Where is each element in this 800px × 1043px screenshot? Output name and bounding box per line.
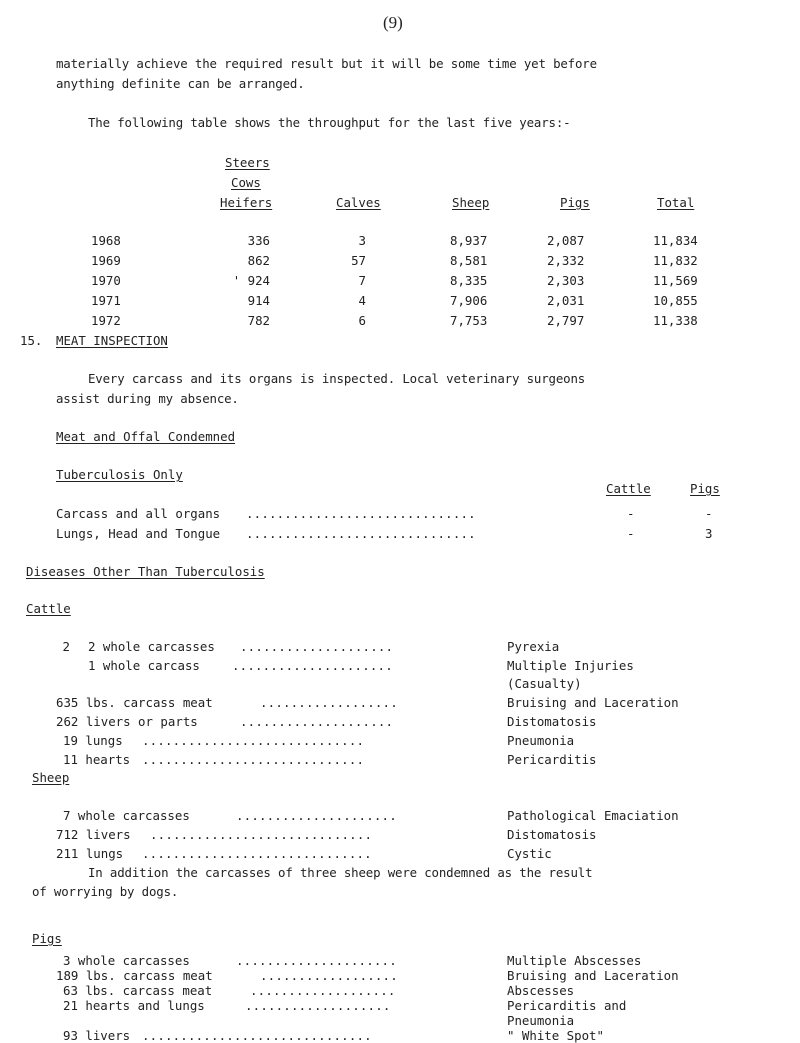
row-calves: 7 [358,273,366,288]
other-diseases-heading: Diseases Other Than Tuberculosis [26,564,265,579]
leader-dots: .............................. [246,526,476,541]
cattle-item: 262 livers or parts [56,714,198,729]
cattle-item: 1 whole carcass [88,658,200,673]
cattle-reason: Pneumonia [507,733,575,748]
leader-dots: ............................. [142,733,365,748]
leader-dots: ............................. [150,827,373,842]
row-year: 1968 [91,233,121,248]
inspection-line-2: assist during my absence. [56,391,239,406]
tb-row-label: Lungs, Head and Tongue [56,526,221,541]
leader-dots: .............................. [142,1028,372,1043]
row-total: 11,338 [653,313,698,328]
pigs-reason: Pericarditis and [507,998,627,1013]
leader-dots: ..................... [236,808,397,823]
cattle-item: 635 lbs. carcass meat [56,695,213,710]
row-cattle: 862 [247,253,270,268]
row-total: 11,834 [653,233,698,248]
pigs-item: 3 whole carcasses [63,953,190,968]
sheep-heading: Sheep [32,770,70,785]
row-sheep: 8,335 [450,273,488,288]
cattle-item: 19 lungs [63,733,123,748]
row-year: 1970 [91,273,121,288]
row-calves: 6 [358,313,366,328]
section-title: MEAT INSPECTION [56,333,168,348]
sheep-item: 211 lungs [56,846,124,861]
pigs-reason: Bruising and Laceration [507,968,679,983]
tb-row-cattle: - [627,526,635,541]
cattle-item: 11 hearts [63,752,131,767]
header-heifers: Heifers [220,195,273,210]
tb-row-pigs: 3 [705,526,713,541]
page-number: (9) [383,13,403,32]
sheep-reason: Distomatosis [507,827,597,842]
row-sheep: 7,906 [450,293,488,308]
pigs-item: 21 hearts and lungs [63,998,205,1013]
leader-dots: ................... [245,998,391,1013]
sheep-note-line-2: of worrying by dogs. [32,884,179,899]
pigs-item: 93 livers [63,1028,131,1043]
pigs-reason: Multiple Abscesses [507,953,642,968]
cattle-reason: Distomatosis [507,714,597,729]
row-cattle: 914 [247,293,270,308]
leader-dots: .............................. [246,506,476,521]
row-sheep: 8,937 [450,233,488,248]
row-total: 11,832 [653,253,698,268]
row-pigs: 2,087 [547,233,585,248]
row-calves: 3 [358,233,366,248]
row-cattle: ' 924 [232,273,270,288]
leader-dots: .................. [260,968,398,983]
pigs-heading: Pigs [32,931,62,946]
row-cattle: 782 [247,313,270,328]
leader-dots: ..................... [236,953,397,968]
tb-row-cattle: - [627,506,635,521]
tb-row-label: Carcass and all organs [56,506,221,521]
cattle-reason: Bruising and Laceration [507,695,679,710]
row-sheep: 8,581 [450,253,488,268]
header-pigs: Pigs [560,195,590,210]
row-cattle: 336 [247,233,270,248]
cattle-reason: Multiple Injuries [507,658,634,673]
row-calves: 4 [358,293,366,308]
intro-line-2: anything definite can be arranged. [56,76,305,91]
tb-row-pigs: - [705,506,713,521]
leader-dots: ................... [250,983,396,998]
header-steers: Steers [225,155,270,170]
pigs-item: 189 lbs. carcass meat [56,968,213,983]
leader-dots: ..................... [232,658,393,673]
table-intro: The following table shows the throughput for the last five years:- [88,115,571,130]
row-year: 1969 [91,253,121,268]
leader-dots: ............................. [142,752,365,767]
row-pigs: 2,031 [547,293,585,308]
row-pigs: 2,797 [547,313,585,328]
row-sheep: 7,753 [450,313,488,328]
tb-col-cattle: Cattle [606,481,651,496]
row-year: 1971 [91,293,121,308]
leader-dots: .................... [240,714,394,729]
sheep-reason: Cystic [507,846,552,861]
sheep-item: 7 whole carcasses [63,808,190,823]
row-pigs: 2,332 [547,253,585,268]
cattle-reason: Pericarditis [507,752,597,767]
meat-offal-heading: Meat and Offal Condemned [56,429,236,444]
pigs-item: 63 lbs. carcass meat [63,983,213,998]
cattle-heading: Cattle [26,601,71,616]
leader-dots: .............................. [142,846,372,861]
tb-heading: Tuberculosis Only [56,467,183,482]
row-calves: 57 [351,253,366,268]
section-number: 15. [20,333,43,348]
header-calves: Calves [336,195,381,210]
header-sheep: Sheep [452,195,490,210]
leader-dots: .................... [240,639,394,654]
pigs-reason: Pneumonia [507,1013,575,1028]
inspection-line-1: Every carcass and its organs is inspected. Local veterinary surgeons [88,371,586,386]
row-total: 11,569 [653,273,698,288]
pigs-reason: Abscesses [507,983,575,998]
intro-line-1: materially achieve the required result but it will be some time yet before [56,56,597,71]
sheep-reason: Pathological Emaciation [507,808,679,823]
sheep-item: 712 livers [56,827,131,842]
cattle-item: 2 whole carcasses [88,639,215,654]
row-year: 1972 [91,313,121,328]
pigs-reason: " White Spot" [507,1028,604,1043]
sheep-note-line-1: In addition the carcasses of three sheep were condemned as the result [88,865,593,880]
header-total: Total [657,195,695,210]
tb-col-pigs: Pigs [690,481,720,496]
header-cows: Cows [231,175,261,190]
cattle-item-qty: 2 [62,639,70,654]
cattle-reason: (Casualty) [507,676,582,691]
cattle-reason: Pyrexia [507,639,560,654]
row-pigs: 2,303 [547,273,585,288]
leader-dots: .................. [260,695,398,710]
row-total: 10,855 [653,293,698,308]
